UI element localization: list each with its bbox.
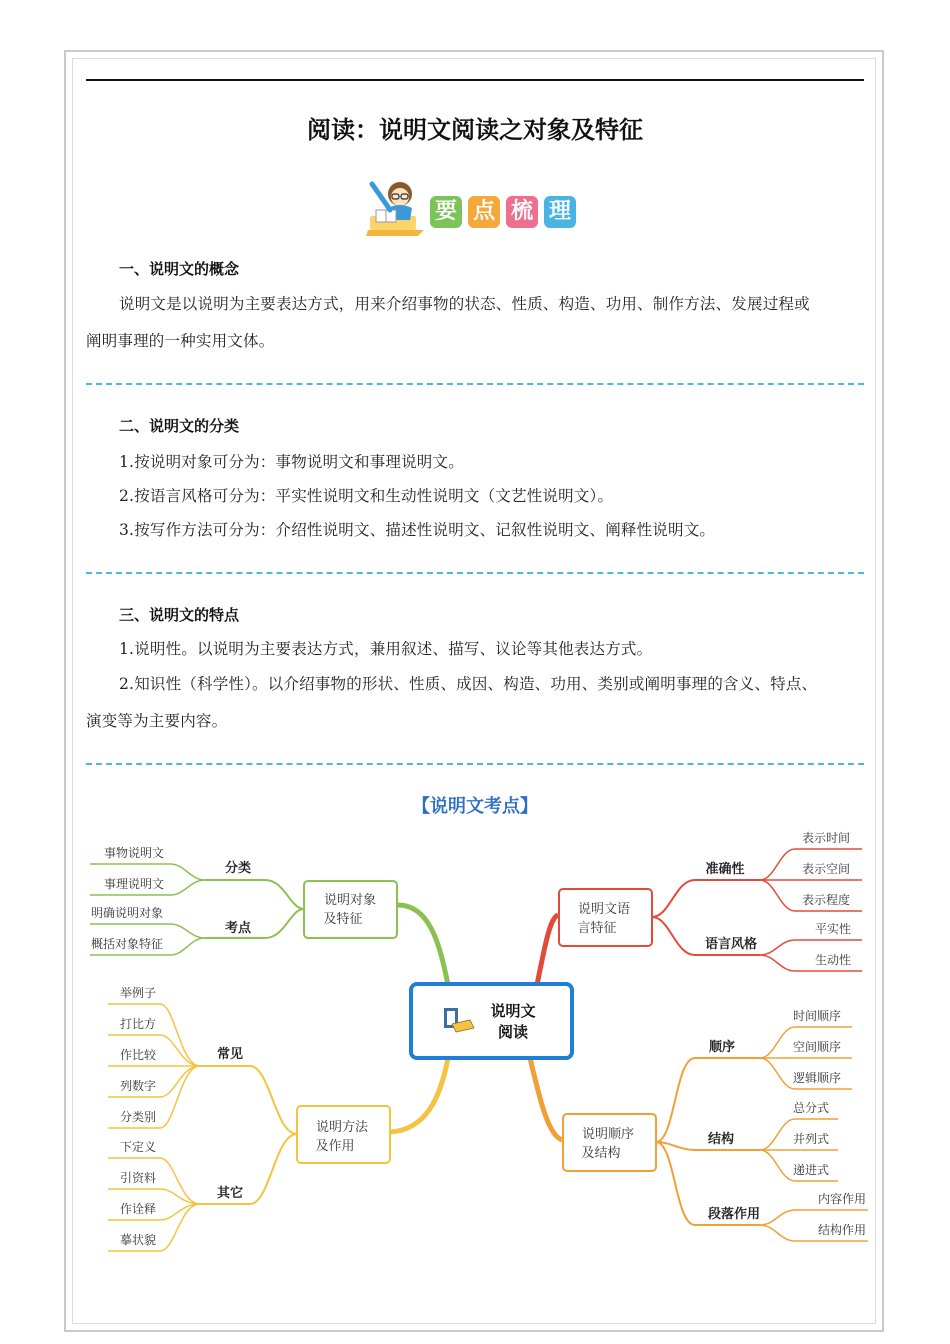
section2-item3: 3.按写作方法可分为：介绍性说明文、描述性说明文、记叙性说明文、阐释性说明文。: [119, 521, 716, 539]
common-leaf2: 打比方: [120, 1017, 157, 1031]
method-line1: 说明方法: [315, 1120, 369, 1135]
style-leaf1: 平实性: [815, 922, 852, 936]
other-label: 其它: [216, 1186, 244, 1201]
common-leaf1: 举例子: [120, 986, 157, 1000]
classify-leaf2: 事理说明文: [104, 877, 165, 891]
structure-leaf2: 并列式: [793, 1132, 830, 1146]
section3-heading: 三、说明文的特点: [119, 606, 240, 624]
object-line2: 及特征: [323, 912, 363, 927]
classify-label: 分类: [224, 861, 252, 876]
center-line2: 阅读: [497, 1023, 529, 1041]
accuracy-leaf3: 表示程度: [802, 893, 851, 907]
exam-label: 考点: [224, 921, 252, 936]
sequence-leaf3: 逻辑顺序: [793, 1071, 842, 1085]
edge-object-classify: [205, 880, 304, 909]
style-label: 语言风格: [704, 937, 758, 952]
common-label: 常见: [216, 1047, 244, 1062]
center-node: [411, 984, 572, 1058]
structure-leaf1: 总分式: [793, 1101, 830, 1115]
sequence-label: 顺序: [708, 1040, 736, 1055]
section1-line2: 阐明事理的一种实用文体。: [86, 332, 275, 350]
order-line1: 说明顺序: [581, 1127, 635, 1142]
badge-char-2: 点: [468, 196, 500, 228]
language-line1: 说明文语: [577, 902, 631, 917]
node-object: [304, 881, 397, 938]
edge-object-exam: [205, 909, 304, 938]
trunk-method: [390, 1058, 448, 1132]
sequence-leaf2: 空间顺序: [793, 1040, 842, 1054]
structure-label: 结构: [707, 1132, 735, 1147]
section1-heading: 一、说明文的概念: [119, 260, 240, 278]
order-line2: 及结构: [581, 1146, 621, 1161]
badge-char-1: 要: [430, 196, 462, 228]
exam-leaf2: 概括对象特征: [91, 937, 164, 951]
node-language: [559, 889, 652, 946]
common-leaf3: 作比较: [120, 1048, 157, 1062]
node-order: [563, 1114, 656, 1171]
edge-method-other: [200, 1134, 297, 1204]
section1-line1: 说明文是以说明为主要表达方式，用来介绍事物的状态、性质、构造、功用、制作方法、发展过程或: [119, 295, 810, 313]
section2-item1: 1.按说明对象可分为：事物说明文和事理说明文。: [119, 453, 464, 471]
exam-leaf1: 明确说明对象: [91, 906, 164, 920]
trunk-language: [537, 915, 558, 985]
section2-heading: 二、说明文的分类: [119, 417, 240, 435]
method-line2: 及作用: [315, 1139, 355, 1154]
trunk-object: [398, 905, 448, 985]
section3-item1: 1.说明性。以说明为主要表达方式，兼用叙述、描写、议论等其他表达方式。: [119, 640, 653, 658]
other-leaf1: 下定义: [120, 1140, 157, 1154]
edge-method-common: [200, 1066, 297, 1134]
structure-leaf3: 递进式: [793, 1163, 830, 1177]
paragraph-leaf2: 结构作用: [818, 1223, 867, 1237]
center-line1: 说明文: [490, 1002, 536, 1020]
accuracy-label: 准确性: [705, 862, 745, 877]
accuracy-leaf2: 表示空间: [802, 862, 851, 876]
section2-item2: 2.按语言风格可分为：平实性说明文和生动性说明文（文艺性说明文）。: [119, 487, 614, 505]
section3-item2-line2: 演变等为主要内容。: [86, 712, 228, 730]
other-leaf2: 引资料: [120, 1171, 157, 1185]
style-leaf2: 生动性: [815, 953, 852, 967]
section3-item2-line1: 2.知识性（科学性）。以介绍事物的形状、性质、成因、构造、功用、类别或阐明事理的含义、特点、: [119, 675, 818, 693]
edge-order-sequence: [656, 1058, 760, 1142]
accuracy-leaf1: 表示时间: [802, 831, 851, 845]
paragraph-leaf1: 内容作用: [818, 1192, 867, 1206]
other-leaf4: 摹状貌: [120, 1233, 157, 1247]
common-leaf5: 分类别: [120, 1110, 157, 1124]
edge-exam-leaf1: [90, 924, 205, 938]
paragraph-label: 段落作用: [707, 1207, 761, 1222]
classify-leaf1: 事物说明文: [104, 846, 165, 860]
page-title: 阅读：说明文阅读之对象及特征: [307, 116, 643, 144]
common-leaf4: 列数字: [120, 1079, 157, 1093]
badge-char-3: 梳: [506, 196, 538, 228]
mindmap-title: 【说明文考点】: [412, 796, 538, 817]
object-line1: 说明对象: [323, 893, 377, 908]
other-leaf3: 作诠释: [120, 1202, 157, 1216]
badge-char-4: 理: [544, 196, 576, 228]
trunk-order: [530, 1058, 562, 1140]
sequence-leaf1: 时间顺序: [793, 1009, 842, 1023]
language-line2: 言特征: [577, 921, 617, 936]
edge-language-accuracy: [652, 880, 760, 917]
